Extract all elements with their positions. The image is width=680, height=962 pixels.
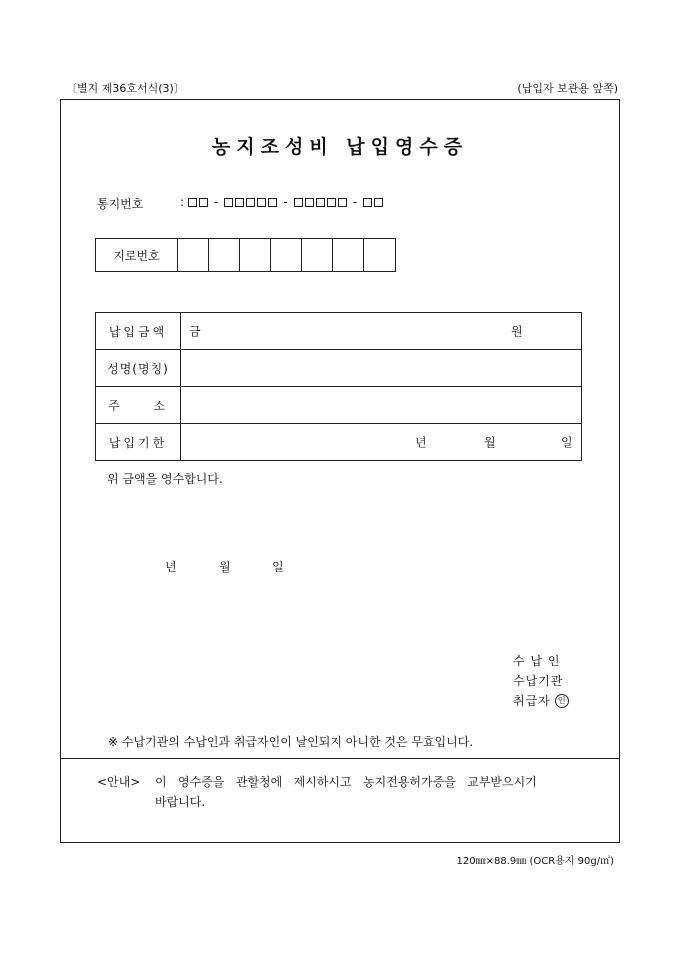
agency-label: 수납기관 <box>513 674 564 688</box>
amount-unit: 원 <box>511 324 523 339</box>
digit-box <box>246 198 255 207</box>
amount-label: 납입금액 <box>96 313 181 350</box>
form-title: 농지조성비 납입영수증 <box>211 136 469 158</box>
validity-warning: ※ 수납기관의 수납인과 취급자인이 날인되지 아니한 것은 무효입니다. <box>108 735 474 749</box>
jiro-digit-cell <box>178 239 209 271</box>
form-number: 〔별지 제36호서식(3)〕 <box>66 82 185 95</box>
digit-box <box>235 198 244 207</box>
address-field <box>181 387 582 424</box>
notice-number-group <box>363 198 383 207</box>
jiro-number-label: 지로번호 <box>96 239 178 271</box>
digit-box <box>199 198 208 207</box>
date-year: 년 <box>165 560 177 574</box>
notice-number-boxes <box>188 195 383 209</box>
deadline-label: 납입기한 <box>96 424 181 461</box>
jiro-digit-cell <box>364 239 395 271</box>
amount-prefix: 금 <box>189 324 201 339</box>
table-row <box>96 313 582 350</box>
date-month: 월 <box>219 560 231 574</box>
address-label <box>96 387 181 424</box>
guide-label: <안내> <box>97 775 141 789</box>
handler-label: 취급자 <box>513 694 551 708</box>
table-row <box>96 350 582 387</box>
name-label: 성명(명칭) <box>96 350 181 387</box>
amount-field <box>181 313 582 350</box>
digit-box <box>188 198 197 207</box>
jiro-digit-cell <box>333 239 364 271</box>
digit-box <box>305 198 314 207</box>
handler-signature <box>513 692 569 709</box>
deadline-field <box>181 424 582 461</box>
jiro-digit-cell <box>209 239 240 271</box>
copy-label: (납입자 보관용 앞쪽) <box>517 82 618 95</box>
deadline-month: 월 <box>484 435 496 450</box>
deadline-day: 일 <box>561 435 573 450</box>
digit-box <box>257 198 266 207</box>
table-row <box>96 387 582 424</box>
address-label-char: 소 <box>153 398 168 413</box>
notice-number-separator: - <box>352 195 358 209</box>
receiver-label: 수 납 인 <box>513 654 561 668</box>
jiro-digit-cell <box>240 239 271 271</box>
jiro-number-cells <box>178 239 395 271</box>
payment-table <box>95 312 582 461</box>
section-divider <box>60 758 620 759</box>
digit-box <box>338 198 347 207</box>
deadline-year: 년 <box>415 435 427 450</box>
date-day: 일 <box>272 560 284 574</box>
guide-line-2: 바랍니다. <box>155 795 206 809</box>
digit-box <box>327 198 336 207</box>
notice-number-label: 통지번호 <box>97 197 144 211</box>
notice-number-colon: : <box>180 195 185 209</box>
guide-line-1: 이 영수증을 관할청에 제시하시고 농지전용허가증을 교부받으시기 <box>155 775 537 789</box>
notice-number-separator: - <box>214 195 219 209</box>
digit-box <box>374 198 383 207</box>
jiro-number-grid <box>95 238 396 272</box>
digit-box <box>224 198 233 207</box>
jiro-digit-cell <box>271 239 302 271</box>
name-field <box>181 350 582 387</box>
notice-number-separator: - <box>283 195 288 209</box>
notice-number-group <box>294 198 347 207</box>
notice-number-group <box>224 198 277 207</box>
jiro-digit-cell <box>302 239 333 271</box>
seal-mark: 인 <box>555 694 569 708</box>
digit-box <box>316 198 325 207</box>
address-label-char: 주 <box>108 398 123 413</box>
notice-number-group <box>188 198 208 207</box>
digit-box <box>294 198 303 207</box>
paper-spec: 120㎜×88.9㎜ (OCR용지 90g/㎡) <box>456 856 614 867</box>
receipt-text: 위 금액을 영수합니다. <box>107 472 223 486</box>
notice-number-field <box>180 195 383 209</box>
digit-box <box>363 198 372 207</box>
digit-box <box>268 198 277 207</box>
table-row <box>96 424 582 461</box>
